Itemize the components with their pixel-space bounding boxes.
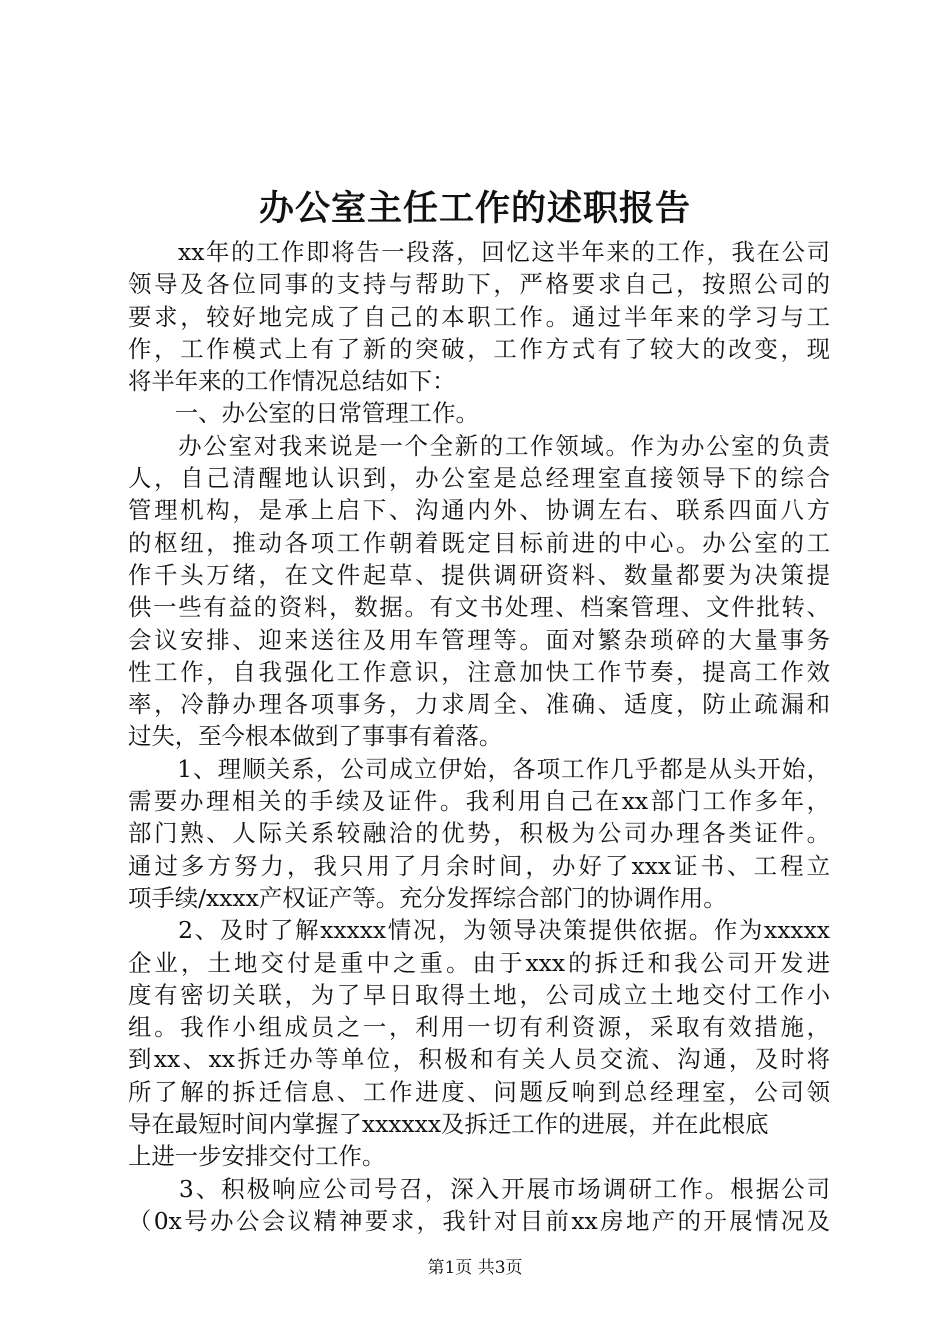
paragraph-line: 作千头万绪，在文件起草、提供调研资料、数量都要为决策提 [128, 560, 830, 589]
page-footer: 第1页 共3页 [427, 1258, 523, 1278]
paragraph-line: xx年的工作即将告一段落，回忆这半年来的工作，我在公司 [128, 238, 830, 266]
paragraph-line: 3、积极响应公司号召，深入开展市场调研工作。根据公司 [128, 1174, 830, 1203]
paragraph-line: 一、办公室的日常管理工作。 [128, 399, 479, 428]
paragraph-line: 要求，较好地完成了自己的本职工作。通过半年来的学习与工 [128, 302, 830, 331]
paragraph-line: 企业，土地交付是重中之重。由于xxx的拆迁和我公司开发进 [128, 948, 830, 977]
paragraph-line: 2、及时了解xxxxx情况，为领导决策提供依据。作为xxxxx [128, 916, 830, 945]
paragraph-line: 率，冷静办理各项事务，力求周全、准确、适度，防止疏漏和 [128, 690, 830, 719]
paragraph-line: 作，工作模式上有了新的突破，工作方式有了较大的改变，现 [128, 334, 830, 363]
paragraph-line: 通过多方努力，我只用了月余时间，办好了xxx证书、工程立 [128, 851, 830, 880]
paragraph-line: 1、理顺关系，公司成立伊始，各项工作几乎都是从头开始， [128, 754, 830, 783]
document-body [128, 236, 830, 1237]
paragraph-line: 性工作，自我强化工作意识，注意加快工作节奏，提高工作效 [128, 657, 830, 686]
paragraph-line: 组。我作小组成员之一，利用一切有利资源，采取有效措施， [128, 1013, 830, 1042]
paragraph-line: 办公室对我来说是一个全新的工作领域。作为办公室的负责 [128, 431, 830, 460]
paragraph-line: 度有密切关联，为了早日取得土地，公司成立土地交付工作小 [128, 980, 830, 1009]
paragraph-line: 到xx、xx拆迁办等单位，积极和有关人员交流、沟通，及时将 [128, 1045, 830, 1074]
paragraph-line: 项手续/xxxx产权证产等。充分发挥综合部门的协调作用。 [128, 883, 727, 912]
document-title: 办公室主任工作的述职报告 [258, 188, 691, 229]
paragraph-line: 上进一步安排交付工作。 [128, 1142, 386, 1171]
paragraph-line: 人，自己清醒地认识到，办公室是总经理室直接领导下的综合 [128, 464, 830, 493]
paragraph-line: 需要办理相关的手续及证件。我利用自己在xx部门工作多年， [128, 787, 830, 816]
paragraph-line: 会议安排、迎来送往及用车管理等。面对繁杂琐碎的大量事务 [128, 625, 830, 654]
paragraph-line: 所了解的拆迁信息、工作进度、问题反响到总经理室，公司领 [128, 1077, 830, 1106]
paragraph-line: 导在最短时间内掌握了xxxxxx及拆迁工作的进展，并在此根底 [128, 1110, 769, 1139]
paragraph-line: 管理机构，是承上启下、沟通内外、协调左右、联系四面八方 [128, 496, 830, 525]
paragraph-line: 过失，至今根本做到了事事有着落。 [128, 722, 503, 751]
paragraph-line: 的枢纽，推动各项工作朝着既定目标前进的中心。办公室的工 [128, 528, 830, 557]
paragraph-line: 将半年来的工作情况总结如下： [128, 367, 456, 396]
paragraph-line: 供一些有益的资料，数据。有文书处理、档案管理、文件批转、 [128, 593, 830, 622]
paragraph-line: 部门熟、人际关系较融洽的优势，积极为公司办理各类证件。 [128, 819, 830, 848]
paragraph-line: （0x号办公会议精神要求，我针对目前xx房地产的开展情况及 [128, 1206, 830, 1235]
paragraph-line: 领导及各位同事的支持与帮助下，严格要求自己，按照公司的 [128, 270, 830, 299]
